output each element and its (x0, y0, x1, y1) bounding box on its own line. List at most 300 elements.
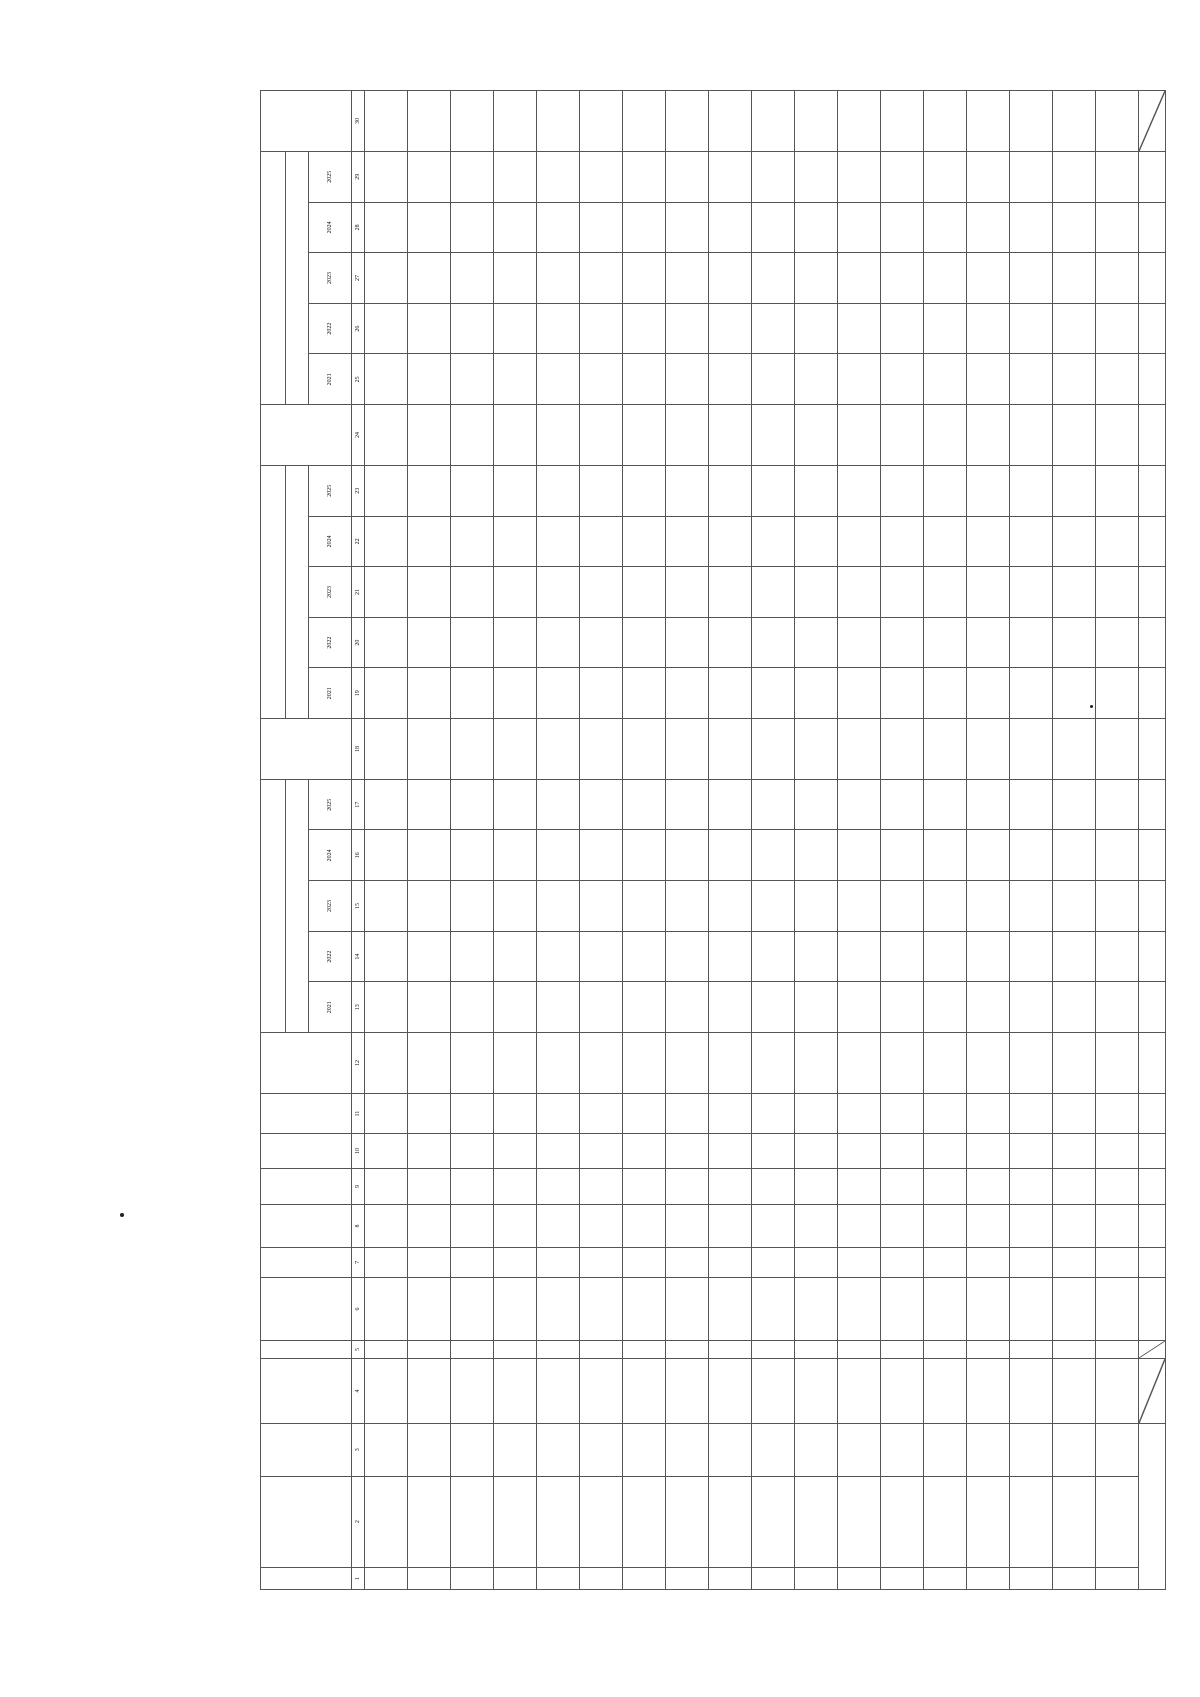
table-cell (709, 1168, 752, 1204)
table-cell (795, 1205, 838, 1248)
table-cell (537, 253, 580, 304)
table-cell (795, 1033, 838, 1094)
table-cell (451, 1205, 494, 1248)
table-cell (580, 1093, 623, 1134)
header-line (166, 90, 178, 510)
table-cell (537, 1567, 580, 1589)
header-year: 2021 (309, 668, 352, 719)
table-cell (709, 617, 752, 668)
table-cell (408, 1247, 451, 1277)
header-year: 2023 (309, 881, 352, 932)
column-number: 22 (352, 516, 365, 567)
table-cell (365, 1340, 408, 1358)
table-cell (580, 516, 623, 567)
table-cell (408, 617, 451, 668)
table-cell (752, 151, 795, 202)
table-cell (752, 516, 795, 567)
table-cell (838, 202, 881, 253)
table-cell (709, 1205, 752, 1248)
table-cell (623, 1340, 666, 1358)
table-cell (365, 1168, 408, 1204)
table-cell (881, 151, 924, 202)
table-cell (580, 779, 623, 830)
table-cell (580, 202, 623, 253)
table-cell (709, 202, 752, 253)
table-cell (666, 253, 709, 304)
table-cell (537, 1359, 580, 1424)
table-cell (666, 830, 709, 881)
table-cell (494, 405, 537, 466)
table-cell (365, 1093, 408, 1134)
column-number: 8 (352, 1205, 365, 1248)
table-cell (881, 202, 924, 253)
header-capacity (261, 1423, 352, 1476)
table-cell (451, 465, 494, 516)
table-cell (666, 1134, 709, 1168)
table-cell (881, 982, 924, 1033)
table-cell (967, 1093, 1010, 1134)
table-cell (752, 1033, 795, 1094)
table-cell (494, 719, 537, 780)
table-cell (838, 1205, 881, 1248)
total-row (1139, 91, 1166, 1590)
table-cell (365, 405, 408, 466)
table-cell (795, 405, 838, 466)
table-cell (365, 1359, 408, 1424)
table-cell (494, 1423, 537, 1476)
table-cell (967, 465, 1010, 516)
table-cell (666, 719, 709, 780)
table-cell (881, 1359, 924, 1424)
table-cell (967, 303, 1010, 354)
table-cell (580, 253, 623, 304)
table-label (202, 90, 214, 510)
total-cell (1139, 1205, 1166, 1248)
table-cell (795, 202, 838, 253)
table-cell (408, 1476, 451, 1567)
annex-label (190, 90, 202, 510)
table-cell (795, 1567, 838, 1589)
table-cell (408, 1567, 451, 1589)
table-cell (666, 354, 709, 405)
table-cell (967, 91, 1010, 152)
table-cell (752, 830, 795, 881)
footnotes (1090, 90, 1126, 1590)
table-cell (666, 1340, 709, 1358)
table-cell (365, 779, 408, 830)
table-cell (924, 1247, 967, 1277)
table-cell (752, 1278, 795, 1341)
column-number: 5 (352, 1340, 365, 1358)
table-cell (881, 1340, 924, 1358)
table-cell (408, 982, 451, 1033)
table-cell (752, 253, 795, 304)
column-number: 27 (352, 253, 365, 304)
header-name (261, 1476, 352, 1567)
table-cell (666, 1359, 709, 1424)
table-cell (365, 830, 408, 881)
table-cell (838, 881, 881, 932)
table-cell (709, 1093, 752, 1134)
table-cell (967, 567, 1010, 618)
table-cell (838, 91, 881, 152)
table-cell (365, 1567, 408, 1589)
table-cell (623, 1168, 666, 1204)
table-cell (795, 1168, 838, 1204)
table-cell (408, 1359, 451, 1424)
total-cell (1139, 931, 1166, 982)
table-cell (881, 465, 924, 516)
table-cell (537, 779, 580, 830)
table-cell (709, 1278, 752, 1341)
table-cell (451, 617, 494, 668)
table-cell (752, 1423, 795, 1476)
table-cell (709, 881, 752, 932)
total-cell (1139, 1359, 1166, 1424)
table-cell (881, 516, 924, 567)
table-cell (666, 617, 709, 668)
table-cell (709, 253, 752, 304)
column-number: 17 (352, 779, 365, 830)
table-cell (451, 931, 494, 982)
footnote (1099, 90, 1108, 1590)
table-cell (537, 303, 580, 354)
table-cell (365, 516, 408, 567)
table-cell (666, 1423, 709, 1476)
table-cell (623, 1359, 666, 1424)
table-row (408, 91, 451, 1590)
table-cell (408, 1134, 451, 1168)
table-cell (623, 303, 666, 354)
table-cell (838, 1476, 881, 1567)
table-cell (924, 1093, 967, 1134)
table-row (967, 91, 1010, 1590)
table-cell (408, 516, 451, 567)
table-cell (451, 1423, 494, 1476)
header-year: 2024 (309, 202, 352, 253)
table-cell (408, 202, 451, 253)
table-cell (537, 617, 580, 668)
table-cell (537, 1247, 580, 1277)
table-cell (494, 91, 537, 152)
table-cell (881, 881, 924, 932)
header-regional-group (261, 151, 286, 404)
header-address (261, 1359, 352, 1424)
table-cell (881, 830, 924, 881)
table-cell (709, 779, 752, 830)
document-header (130, 90, 212, 510)
rotated-document-sheet (130, 90, 1150, 1590)
table-cell (881, 668, 924, 719)
header-line (154, 90, 166, 510)
table-cell (408, 465, 451, 516)
table-cell (795, 465, 838, 516)
table-cell (408, 779, 451, 830)
table-row (580, 91, 623, 1590)
header-year: 2021 (309, 354, 352, 405)
table-cell (365, 982, 408, 1033)
table-cell (408, 881, 451, 932)
table-cell (494, 617, 537, 668)
table-cell (494, 1247, 537, 1277)
table-cell (451, 881, 494, 932)
footnote (1117, 90, 1126, 1590)
table-cell (838, 405, 881, 466)
column-number: 13 (352, 982, 365, 1033)
table-cell (666, 1567, 709, 1589)
table-row (795, 91, 838, 1590)
table-cell (924, 719, 967, 780)
table-cell (537, 1134, 580, 1168)
table-cell (967, 253, 1010, 304)
table-cell (408, 931, 451, 982)
table-cell (623, 1033, 666, 1094)
table-cell (666, 1168, 709, 1204)
table-row (881, 91, 924, 1590)
table-cell (838, 465, 881, 516)
table-cell (881, 354, 924, 405)
table-cell (451, 1033, 494, 1094)
header-year: 2025 (309, 779, 352, 830)
table-cell (494, 516, 537, 567)
table-cell (451, 354, 494, 405)
table-cell (537, 465, 580, 516)
table-cell (365, 719, 408, 780)
table-cell (795, 1359, 838, 1424)
header-subgroup (286, 151, 309, 404)
header-year: 2024 (309, 516, 352, 567)
table-cell (666, 151, 709, 202)
table-cell (666, 202, 709, 253)
table-cell (666, 405, 709, 466)
column-number: 2 (352, 1476, 365, 1567)
table-cell (451, 516, 494, 567)
table-cell (709, 1134, 752, 1168)
header-flag (261, 1247, 352, 1277)
table-cell (838, 151, 881, 202)
table-cell (881, 91, 924, 152)
table-cell (1010, 881, 1053, 932)
table-cell (494, 1476, 537, 1567)
table-cell (623, 1278, 666, 1341)
header-line (142, 90, 154, 510)
table-cell (924, 303, 967, 354)
header-quantity (261, 1134, 352, 1168)
table-cell (752, 1093, 795, 1134)
table-cell (1010, 1168, 1053, 1204)
table-cell (623, 465, 666, 516)
table-cell (623, 1423, 666, 1476)
table-cell (408, 830, 451, 881)
table-cell (666, 779, 709, 830)
column-number: 16 (352, 830, 365, 881)
table-cell (838, 668, 881, 719)
table-cell (494, 1093, 537, 1134)
table-cell (838, 1567, 881, 1589)
table-cell (537, 1033, 580, 1094)
total-cell (1139, 253, 1166, 304)
table-row (709, 91, 752, 1590)
table-cell (967, 354, 1010, 405)
table-cell (881, 931, 924, 982)
table-cell (752, 1168, 795, 1204)
table-cell (666, 982, 709, 1033)
table-cell (494, 668, 537, 719)
total-cell (1139, 567, 1166, 618)
table-cell (580, 1247, 623, 1277)
table-cell (924, 516, 967, 567)
table-cell (924, 931, 967, 982)
table-cell (838, 779, 881, 830)
table-cell (1010, 931, 1053, 982)
table-cell (1010, 303, 1053, 354)
total-cell (1139, 779, 1166, 830)
table-cell (537, 1340, 580, 1358)
column-number: 4 (352, 1359, 365, 1424)
table-cell (408, 303, 451, 354)
table-cell (1010, 354, 1053, 405)
table-cell (924, 1168, 967, 1204)
table-cell (795, 982, 838, 1033)
table-cell (666, 567, 709, 618)
table-cell (967, 202, 1010, 253)
table-cell (537, 1423, 580, 1476)
table-cell (795, 779, 838, 830)
table-cell (795, 617, 838, 668)
table-cell (1010, 1423, 1053, 1476)
table-cell (408, 1205, 451, 1248)
table-cell (666, 91, 709, 152)
table-cell (795, 881, 838, 932)
table-cell (924, 1033, 967, 1094)
table-cell (709, 303, 752, 354)
table-cell (924, 982, 967, 1033)
table-cell (967, 1340, 1010, 1358)
table-cell (623, 405, 666, 466)
column-number: 24 (352, 405, 365, 466)
table-cell (838, 617, 881, 668)
table-cell (967, 1247, 1010, 1277)
table-cell (1010, 91, 1053, 152)
table-cell (881, 303, 924, 354)
header-year: 2022 (309, 303, 352, 354)
total-cell (1139, 1033, 1166, 1094)
table-cell (365, 881, 408, 932)
table-cell (623, 1476, 666, 1567)
table-cell (709, 719, 752, 780)
table-cell (408, 151, 451, 202)
header-year: 2022 (309, 931, 352, 982)
table-cell (709, 982, 752, 1033)
column-number: 19 (352, 668, 365, 719)
table-cell (838, 1033, 881, 1094)
table-cell (838, 1093, 881, 1134)
table-cell (881, 1567, 924, 1589)
table-cell (451, 1340, 494, 1358)
total-cell (1139, 1093, 1166, 1134)
table-cell (924, 1340, 967, 1358)
table-cell (752, 303, 795, 354)
table-cell (881, 1134, 924, 1168)
table-cell (838, 1168, 881, 1204)
table-cell (451, 1359, 494, 1424)
table-cell (451, 779, 494, 830)
table-cell (623, 982, 666, 1033)
table-cell (1010, 151, 1053, 202)
table-cell (408, 1168, 451, 1204)
table-cell (623, 253, 666, 304)
table-cell (709, 91, 752, 152)
header-line (178, 90, 190, 510)
table-cell (408, 405, 451, 466)
total-cell (1139, 982, 1166, 1033)
table-cell (537, 1278, 580, 1341)
table-cell (838, 1359, 881, 1424)
column-number: 9 (352, 1168, 365, 1204)
header-status (261, 91, 352, 152)
scan-mark-dot (1090, 705, 1093, 708)
table-cell (838, 303, 881, 354)
table-cell (795, 830, 838, 881)
table-row (494, 91, 537, 1590)
table-cell (1010, 1247, 1053, 1277)
table-cell (967, 830, 1010, 881)
table-cell (666, 1093, 709, 1134)
table-cell (752, 465, 795, 516)
column-number: 7 (352, 1247, 365, 1277)
table-cell (408, 567, 451, 618)
table-cell (494, 1359, 537, 1424)
table-cell (1010, 779, 1053, 830)
table-cell (580, 303, 623, 354)
table-cell (408, 1093, 451, 1134)
table-cell (924, 91, 967, 152)
table-cell (494, 1134, 537, 1168)
table-cell (623, 1134, 666, 1168)
table-cell (795, 931, 838, 982)
table-cell (623, 1247, 666, 1277)
column-number: 11 (352, 1093, 365, 1134)
table-body (365, 91, 1166, 1590)
header-year: 2023 (309, 567, 352, 618)
table-cell (924, 202, 967, 253)
table-cell (666, 465, 709, 516)
column-number: 3 (352, 1423, 365, 1476)
table-cell (924, 779, 967, 830)
table-cell (795, 719, 838, 780)
table-cell (537, 1168, 580, 1204)
table-cell (451, 1134, 494, 1168)
footnote (1108, 90, 1117, 1590)
header-year: 2025 (309, 151, 352, 202)
table-cell (623, 354, 666, 405)
column-number: 26 (352, 303, 365, 354)
table-cell (408, 719, 451, 780)
table-cell (967, 1476, 1010, 1567)
table-cell (752, 1476, 795, 1567)
table-cell (494, 830, 537, 881)
table-cell (494, 779, 537, 830)
table-cell (408, 668, 451, 719)
header-type (261, 1278, 352, 1341)
table-cell (967, 1278, 1010, 1341)
table-cell (580, 830, 623, 881)
column-number: 25 (352, 354, 365, 405)
table-cell (967, 1567, 1010, 1589)
table-row (752, 91, 795, 1590)
table-cell (967, 1168, 1010, 1204)
table-cell (881, 1093, 924, 1134)
